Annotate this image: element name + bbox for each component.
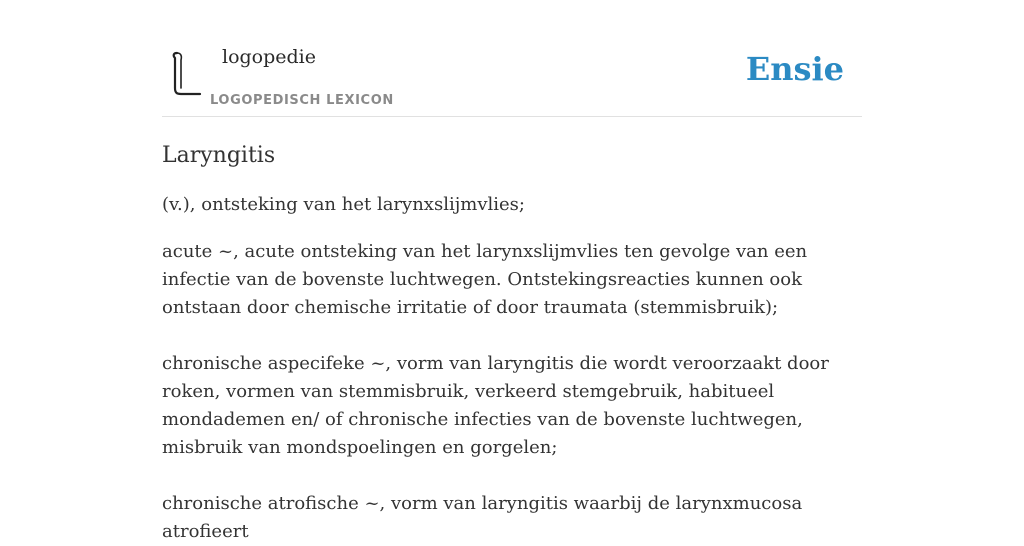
- page-title: Laryngitis: [162, 143, 276, 168]
- definition-paragraph: chronische atrofische ~, vorm van laryngitis waarbij de larynxmucosa atrofieert: [162, 493, 803, 542]
- letter-l-logo-icon[interactable]: [167, 48, 205, 96]
- site-name[interactable]: logopedie: [222, 46, 317, 68]
- definition-paragraph: acute ~, acute ontsteking van het larynxslijmvlies ten gevolge van een infectie van de bovenste luchtwegen. Ontstekingsreacties kunnen ook ontstaan door chemische irritatie of door traumata (stemmisbruik);: [162, 241, 808, 318]
- brand-logo-link[interactable]: Ensie: [745, 50, 844, 88]
- lead-definition: (v.), ontsteking van het larynxslijmvlies;: [162, 194, 525, 215]
- definition-paragraph: chronische aspecifeke ~, vorm van laryngitis die wordt veroorzaakt door roken, vormen van stemmisbruik, verkeerd stemgebruik, habitueel mondademen en/ of chronische infecties van de bovenste luchtwegen, misbruik van mondspoelingen en gorgelen;: [162, 353, 829, 458]
- site-header: [162, 0, 862, 117]
- page: [162, 0, 862, 546]
- site-subtitle: LOGOPEDISCH LEXICON: [210, 93, 394, 108]
- article: [162, 117, 862, 546]
- logo-svg: [167, 48, 205, 96]
